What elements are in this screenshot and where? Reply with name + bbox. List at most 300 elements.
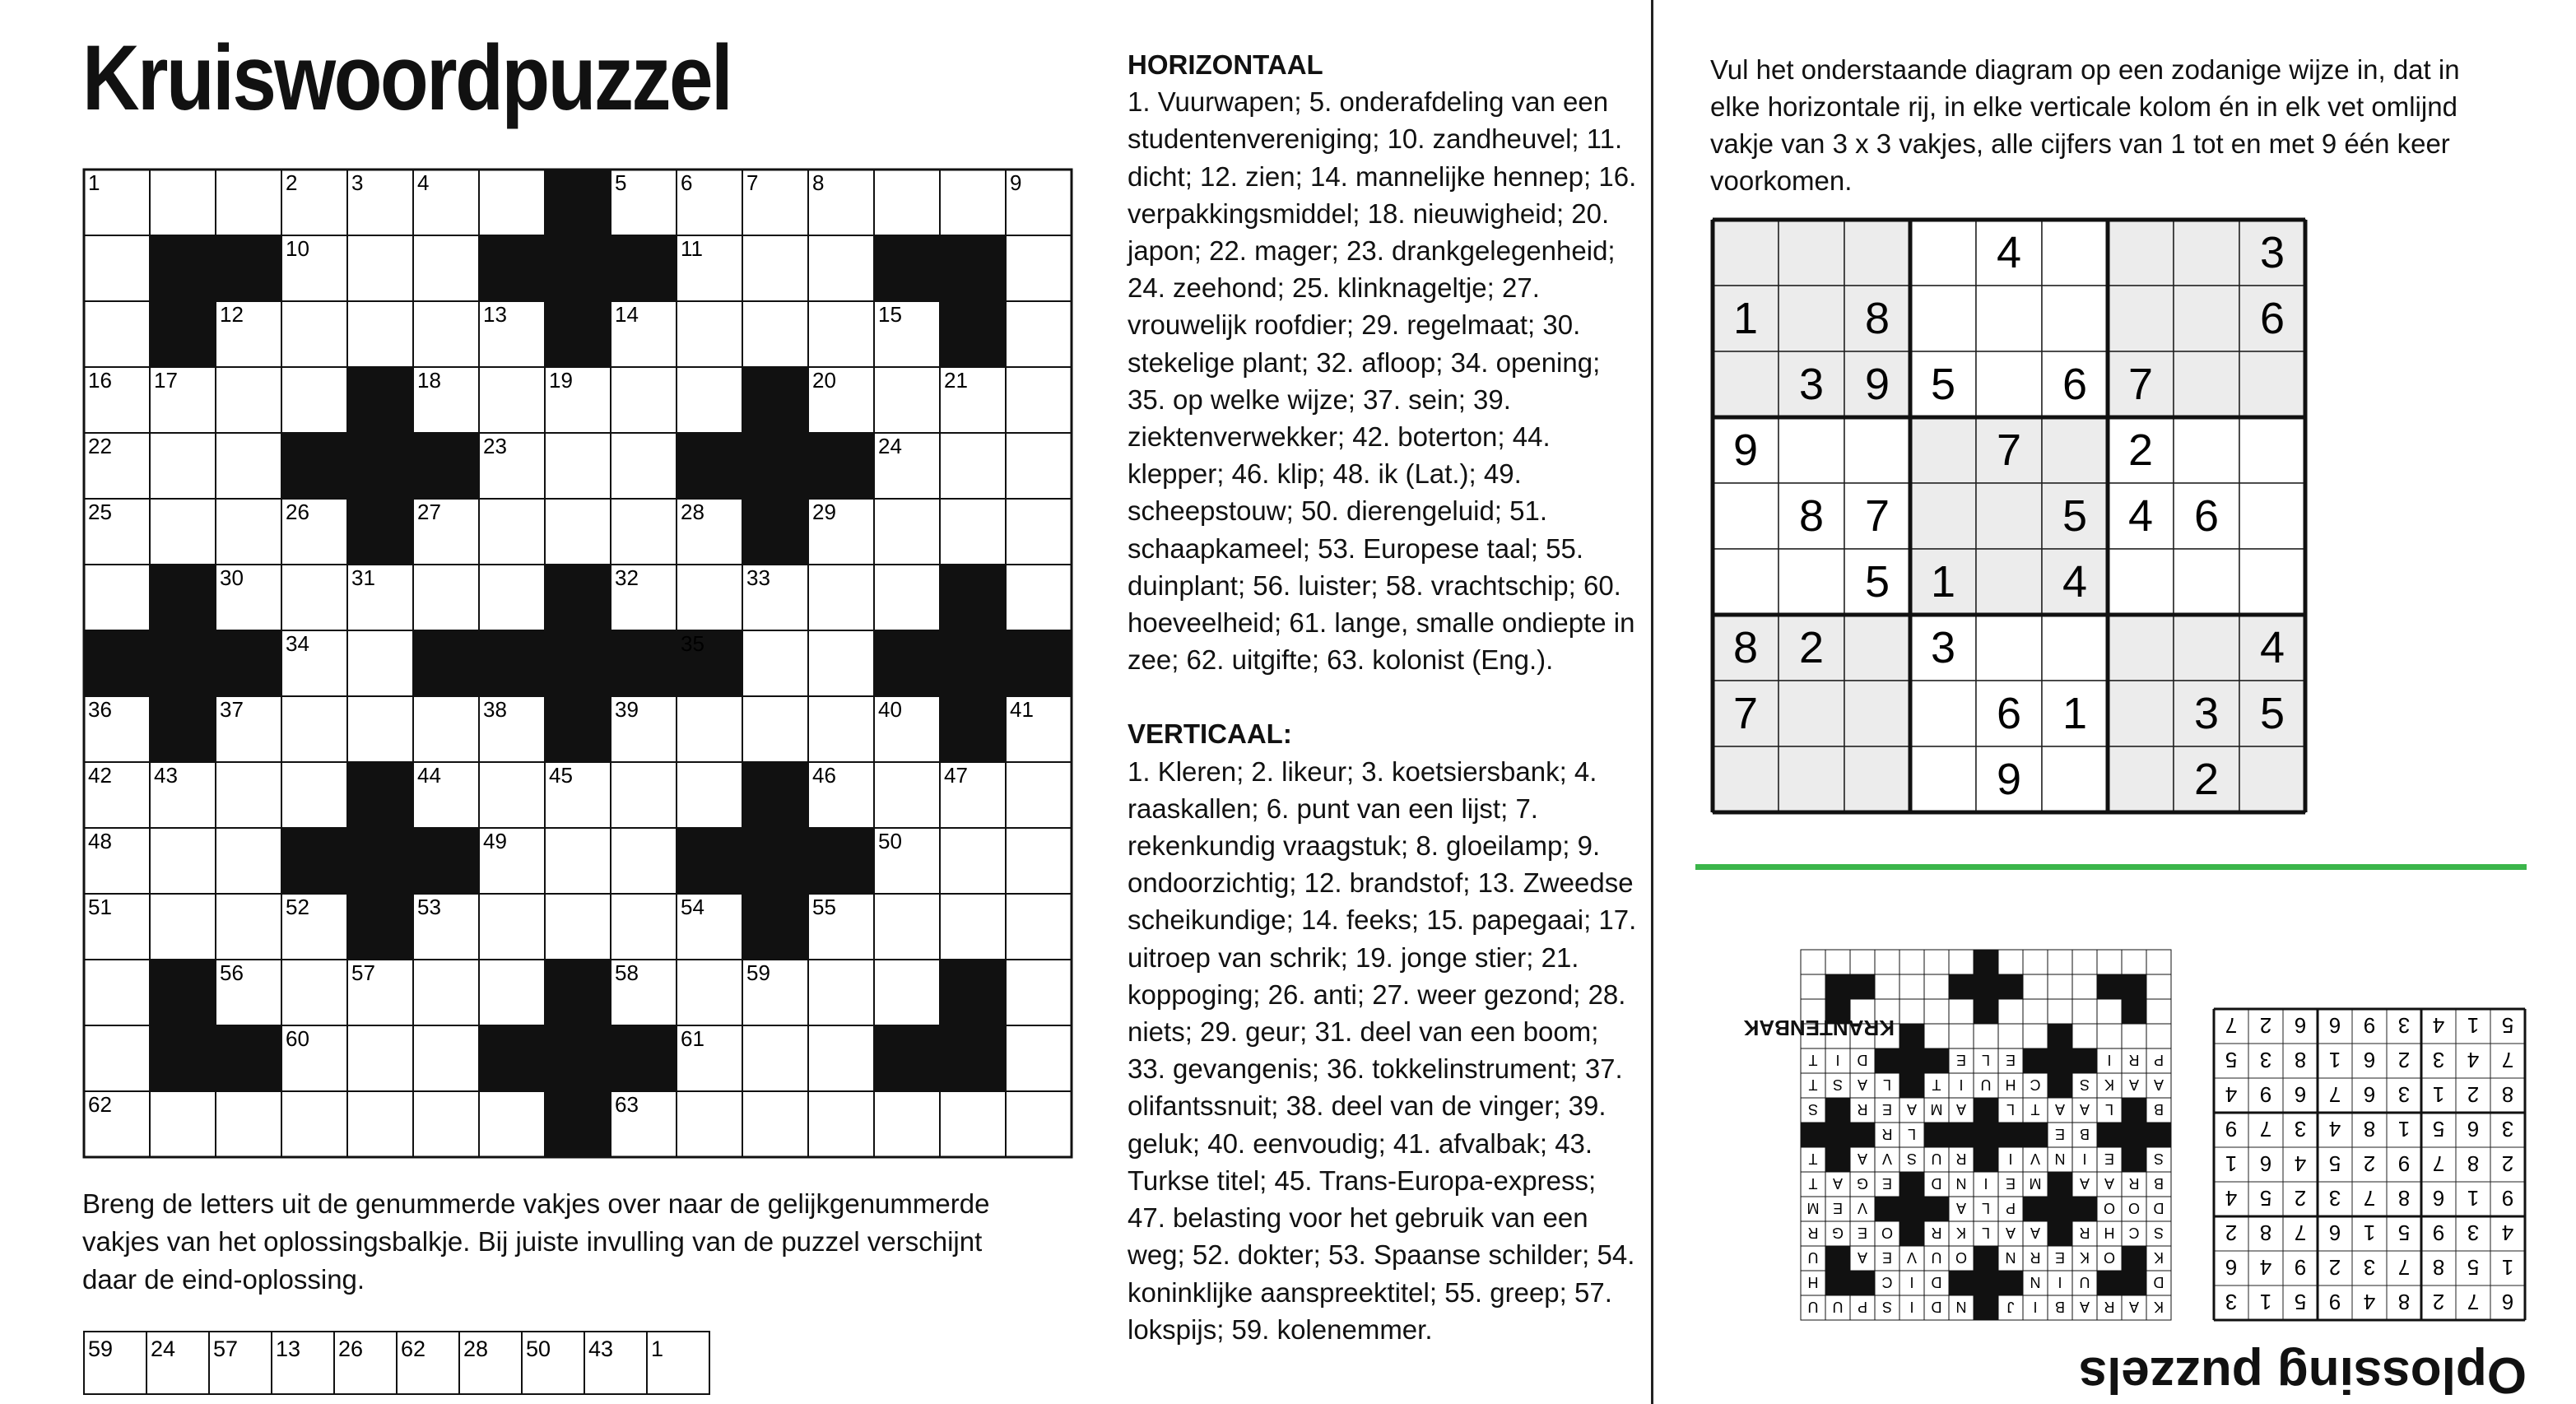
crossword-solution-block [1850, 1123, 1875, 1147]
crossword-cell[interactable] [677, 565, 742, 630]
sudoku-solution-digit: 7 [2467, 1290, 2480, 1314]
crossword-cell[interactable] [545, 828, 611, 894]
crossword-cell[interactable] [940, 1091, 1006, 1157]
crossword-solution-letter: P [2153, 1052, 2164, 1068]
crossword-cell[interactable] [479, 1091, 545, 1157]
crossword-cell[interactable] [611, 367, 677, 433]
crossword-solution-letter: U [1832, 1299, 1844, 1315]
crossword-block [216, 235, 281, 301]
sudoku-cell[interactable] [1910, 220, 1976, 286]
crossword-solution-block [1949, 1123, 1974, 1147]
crossword-block [347, 762, 413, 828]
sudoku-cell[interactable] [1844, 746, 1910, 812]
crossword-cell[interactable] [940, 828, 1006, 894]
sudoku-given-digit: 6 [2259, 294, 2285, 343]
crossword-cell[interactable] [281, 696, 347, 762]
crossword-solution-cell [1924, 1024, 1949, 1048]
crossword-cell[interactable] [1006, 433, 1072, 499]
solution-bar-number: 59 [88, 1337, 114, 1361]
crossword-solution-letter: A [1955, 1101, 1967, 1118]
crossword-solution-block [1825, 1098, 1850, 1123]
sudoku-given-digit: 8 [1732, 623, 1759, 672]
crossword-solution-block [2072, 1048, 2097, 1073]
crossword-cell[interactable] [479, 565, 545, 630]
sudoku-cell[interactable] [1779, 220, 1844, 286]
crossword-cell-number: 55 [812, 895, 836, 919]
sudoku-cell[interactable] [2239, 417, 2305, 483]
sudoku-solution-digit: 7 [2397, 1255, 2411, 1280]
crossword-solution-letter: A [1832, 1175, 1844, 1192]
crossword-solution-letter: A [2079, 1175, 2090, 1192]
crossword-block [150, 960, 216, 1025]
sudoku-solution-digit: 4 [2432, 1013, 2445, 1038]
sudoku-cell[interactable] [2239, 549, 2305, 615]
sudoku-solution-digit: 2 [2501, 1151, 2514, 1176]
crossword-cell[interactable] [413, 1091, 479, 1157]
crossword-cell[interactable] [677, 960, 742, 1025]
sudoku-cell[interactable] [1779, 549, 1844, 615]
sudoku-solution-digit: 7 [2363, 1186, 2376, 1211]
crossword-cell[interactable] [479, 367, 545, 433]
crossword-cell[interactable] [216, 894, 281, 960]
sudoku-cell[interactable] [1910, 483, 1976, 549]
sudoku-solution-digit: 1 [2328, 1048, 2341, 1072]
crossword-block [150, 565, 216, 630]
sudoku-cell[interactable] [1844, 681, 1910, 746]
crossword-solution-letter: P [1857, 1299, 1868, 1315]
crossword-cell-number: 9 [1010, 170, 1022, 195]
sudoku-cell[interactable] [1713, 351, 1779, 417]
crossword-cell[interactable] [347, 1025, 413, 1091]
crossword-solution-block [1850, 1271, 1875, 1295]
crossword-cell-number: 3 [351, 170, 364, 195]
crossword-cell[interactable] [216, 1091, 281, 1157]
crossword-block [479, 630, 545, 696]
crossword-cell[interactable] [150, 170, 216, 235]
crossword-solution-block [2023, 1197, 2048, 1221]
sudoku-solution-digit: 4 [2294, 1151, 2307, 1176]
crossword-cell[interactable] [347, 630, 413, 696]
crossword-cell-number: 44 [417, 763, 441, 788]
sudoku-solution-digit: 4 [2225, 1186, 2238, 1211]
crossword-cell[interactable] [413, 301, 479, 367]
crossword-cell[interactable] [808, 1025, 874, 1091]
crossword-cell[interactable] [479, 762, 545, 828]
crossword-cell[interactable] [611, 433, 677, 499]
crossword-block [808, 433, 874, 499]
horizontal-heading: HORIZONTAAL [1128, 49, 1323, 80]
crossword-cell[interactable] [1006, 1091, 1072, 1157]
crossword-cell[interactable] [940, 433, 1006, 499]
crossword-solution-letter: U [1807, 1299, 1819, 1315]
crossword-cell-number: 37 [220, 697, 244, 722]
crossword-cell[interactable] [281, 367, 347, 433]
crossword-solution-block [1825, 1147, 1850, 1172]
crossword-solution-block [1825, 1123, 1850, 1147]
crossword-cell-number: 39 [615, 697, 639, 722]
crossword-cell[interactable] [874, 499, 940, 565]
crossword-solution-cell [2072, 950, 2097, 974]
crossword-cell[interactable] [874, 762, 940, 828]
crossword-cell[interactable] [742, 235, 808, 301]
crossword-solution-cell [2122, 1024, 2146, 1048]
sudoku-cell[interactable] [2239, 746, 2305, 812]
crossword-cell[interactable] [413, 565, 479, 630]
crossword-cell[interactable] [281, 960, 347, 1025]
crossword-cell[interactable] [347, 696, 413, 762]
crossword-cell[interactable] [1006, 828, 1072, 894]
sudoku-cell[interactable] [2042, 746, 2108, 812]
crossword-cell[interactable] [808, 235, 874, 301]
sudoku-cell[interactable] [1910, 681, 1976, 746]
crossword-cell[interactable] [874, 565, 940, 630]
sudoku-solution-grid [2197, 993, 2527, 1322]
sudoku-cell[interactable] [2108, 681, 2174, 746]
crossword-solution-letter: A [2054, 1101, 2066, 1118]
crossword-solution-block [1924, 1123, 1949, 1147]
crossword-solution-letter: O [2103, 1200, 2116, 1216]
crossword-cell[interactable] [742, 301, 808, 367]
crossword-solution-letter: U [2079, 1274, 2090, 1290]
crossword-cell[interactable] [677, 1091, 742, 1157]
crossword-block [742, 499, 808, 565]
crossword-cell[interactable] [808, 960, 874, 1025]
sudoku-solution-digit: 4 [2467, 1048, 2480, 1072]
crossword-cell[interactable] [1006, 499, 1072, 565]
crossword-cell-number: 48 [88, 829, 112, 853]
crossword-cell[interactable] [808, 630, 874, 696]
crossword-cell[interactable] [808, 301, 874, 367]
sudoku-cell[interactable] [2174, 615, 2239, 681]
sudoku-cell[interactable] [2108, 286, 2174, 351]
crossword-grid[interactable] [82, 168, 1073, 1159]
sudoku-solution-digit: 7 [2328, 1082, 2341, 1107]
crossword-solution-letter: E [2054, 1126, 2066, 1142]
crossword-solution-block [1974, 1123, 1998, 1147]
sudoku-solution-digit: 9 [2294, 1255, 2307, 1280]
crossword-solution-letter: E [1955, 1052, 1967, 1068]
crossword-cell[interactable] [281, 565, 347, 630]
crossword-cell-number: 36 [88, 697, 112, 722]
crossword-solution-cell [2146, 974, 2171, 999]
sudoku-solution-digit: 6 [2225, 1255, 2238, 1280]
crossword-cell[interactable] [940, 499, 1006, 565]
sudoku-solution-digit: 5 [2294, 1290, 2307, 1314]
crossword-cell[interactable] [281, 762, 347, 828]
crossword-solution-letter: A [2128, 1299, 2140, 1315]
crossword-solution-letter: E [1881, 1175, 1893, 1192]
sudoku-solution-digit: 4 [2259, 1255, 2272, 1280]
crossword-block [545, 301, 611, 367]
sudoku-cell[interactable] [1910, 286, 1976, 351]
crossword-cell[interactable] [347, 1091, 413, 1157]
sudoku-solution-digit: 1 [2432, 1082, 2445, 1107]
crossword-cell[interactable] [347, 301, 413, 367]
crossword-cell[interactable] [940, 170, 1006, 235]
sudoku-cell[interactable] [2042, 220, 2108, 286]
sudoku-solution-digit: 3 [2432, 1048, 2445, 1072]
sudoku-solution-digit: 2 [2225, 1220, 2238, 1245]
crossword-cell[interactable] [84, 1025, 150, 1091]
crossword-cell[interactable] [545, 499, 611, 565]
crossword-cell-number: 25 [88, 500, 112, 524]
crossword-cell[interactable] [742, 1091, 808, 1157]
crossword-cell[interactable] [84, 565, 150, 630]
crossword-cell[interactable] [545, 894, 611, 960]
crossword-cell[interactable] [742, 630, 808, 696]
sudoku-cell[interactable] [2174, 286, 2239, 351]
crossword-solution-letter: I [1959, 1076, 1964, 1093]
crossword-solution-letter: L [1882, 1076, 1892, 1093]
crossword-cell[interactable] [808, 565, 874, 630]
sudoku-cell[interactable] [2239, 483, 2305, 549]
crossword-cell[interactable] [479, 960, 545, 1025]
crossword-cell[interactable] [150, 1091, 216, 1157]
crossword-solution-letter: I [2107, 1052, 2112, 1068]
crossword-cell[interactable] [677, 696, 742, 762]
crossword-cell-number: 62 [88, 1092, 112, 1117]
sudoku-cell[interactable] [1844, 417, 1910, 483]
crossword-cell[interactable] [216, 499, 281, 565]
sudoku-solution-digit: 6 [2294, 1082, 2307, 1107]
crossword-solution-letter: E [1832, 1200, 1844, 1216]
sudoku-cell[interactable] [1844, 615, 1910, 681]
crossword-solution-letter: T [1808, 1175, 1818, 1192]
crossword-cell[interactable] [216, 762, 281, 828]
sudoku-cell[interactable] [1976, 615, 2042, 681]
crossword-solution-cell [1998, 999, 2023, 1024]
crossword-cell-number: 20 [812, 368, 836, 393]
crossword-cell[interactable] [413, 696, 479, 762]
crossword-block [742, 894, 808, 960]
sudoku-cell[interactable] [2174, 220, 2239, 286]
crossword-cell[interactable] [808, 696, 874, 762]
crossword-solution-cell [2023, 999, 2048, 1024]
sudoku-cell[interactable] [1844, 220, 1910, 286]
sudoku-given-digit: 7 [1864, 491, 1890, 541]
sudoku-cell[interactable] [1779, 286, 1844, 351]
sudoku-cell[interactable] [1713, 220, 1779, 286]
sudoku-cell[interactable] [1976, 286, 2042, 351]
crossword-cell[interactable] [84, 301, 150, 367]
crossword-cell-number: 13 [483, 302, 507, 327]
crossword-solution-block [1875, 1197, 1899, 1221]
crossword-solution-letter: O [1955, 1249, 1968, 1266]
crossword-solution-block [1825, 974, 1850, 999]
crossword-solution-letter: B [2079, 1126, 2090, 1142]
sudoku-cell[interactable] [2108, 549, 2174, 615]
crossword-cell[interactable] [479, 170, 545, 235]
crossword-cell[interactable] [611, 894, 677, 960]
crossword-cell[interactable] [1006, 367, 1072, 433]
crossword-solution-block [2023, 1048, 2048, 1073]
sudoku-solution-digit: 9 [2259, 1082, 2272, 1107]
crossword-cell-number: 58 [615, 960, 639, 985]
sudoku-cell[interactable] [1713, 483, 1779, 549]
crossword-cell[interactable] [874, 1091, 940, 1157]
crossword-cell[interactable] [808, 1091, 874, 1157]
crossword-cell-number: 35 [681, 631, 704, 656]
crossword-cell[interactable] [677, 301, 742, 367]
crossword-solution-block [1875, 1048, 1899, 1073]
crossword-cell[interactable] [874, 894, 940, 960]
crossword-cell[interactable] [479, 894, 545, 960]
crossword-cell[interactable] [874, 960, 940, 1025]
crossword-solution-letter: E [2005, 1175, 2016, 1192]
solution-bar-number: 24 [151, 1337, 176, 1361]
crossword-block [874, 235, 940, 301]
crossword-cell[interactable] [940, 894, 1006, 960]
crossword-cell[interactable] [479, 499, 545, 565]
crossword-block [479, 1025, 545, 1091]
sudoku-cell[interactable] [1779, 417, 1844, 483]
crossword-cell[interactable] [677, 762, 742, 828]
crossword-cell[interactable] [1006, 565, 1072, 630]
sudoku-cell[interactable] [2174, 351, 2239, 417]
crossword-solution-letter: R [1807, 1225, 1819, 1241]
crossword-cell[interactable] [150, 499, 216, 565]
crossword-cell[interactable] [742, 696, 808, 762]
crossword-cell[interactable] [611, 499, 677, 565]
crossword-cell-number: 38 [483, 697, 507, 722]
crossword-solution-cell [2023, 974, 2048, 999]
crossword-solution-letter: K [2153, 1249, 2164, 1266]
crossword-cell[interactable] [150, 828, 216, 894]
crossword-instruction: Breng de letters uit de genummerde vakjes over naar de gelijkgenummerde vakjes van het oplossingsbalkje. Bij juiste invulling van de puzzel verschijnt daar de eind-oplossing. [82, 1188, 990, 1295]
crossword-solution-cell [1850, 950, 1875, 974]
sudoku-cell[interactable] [2042, 417, 2108, 483]
sudoku-cell[interactable] [1976, 483, 2042, 549]
crossword-cell[interactable] [1006, 894, 1072, 960]
crossword-cell[interactable] [216, 367, 281, 433]
crossword-cell[interactable] [347, 235, 413, 301]
sudoku-cell[interactable] [1976, 351, 2042, 417]
crossword-solution-letter: E [2104, 1151, 2115, 1167]
crossword-solution-letter: B [2153, 1175, 2164, 1192]
crossword-solution-block [1899, 1073, 1924, 1098]
crossword-block [413, 828, 479, 894]
crossword-block [940, 1025, 1006, 1091]
crossword-cell-number: 8 [812, 170, 825, 195]
crossword-solution-cell [1899, 999, 1924, 1024]
crossword-cell-number: 45 [549, 763, 573, 788]
crossword-cell[interactable] [1006, 1025, 1072, 1091]
crossword-solution-block [2048, 1221, 2072, 1246]
sudoku-solution-digit: 4 [2328, 1117, 2341, 1141]
crossword-cell[interactable] [1006, 235, 1072, 301]
sudoku-solution-digit: 8 [2363, 1117, 2376, 1141]
crossword-cell-number: 52 [286, 895, 309, 919]
sudoku-cell[interactable] [2174, 417, 2239, 483]
crossword-cell-number: 63 [615, 1092, 639, 1117]
crossword-cell[interactable] [611, 762, 677, 828]
crossword-solution-letter: A [2079, 1101, 2090, 1118]
crossword-solution-block [1974, 1147, 1998, 1172]
crossword-cell[interactable] [216, 828, 281, 894]
crossword-cell[interactable] [150, 433, 216, 499]
sudoku-cell[interactable] [2174, 549, 2239, 615]
crossword-cell[interactable] [611, 828, 677, 894]
sudoku-solution-digit: 2 [2259, 1013, 2272, 1038]
crossword-cell[interactable] [874, 170, 940, 235]
sudoku-solution-digit: 6 [2328, 1220, 2341, 1245]
crossword-cell[interactable] [545, 433, 611, 499]
sudoku-solution-digit: 6 [2328, 1013, 2341, 1038]
crossword-cell[interactable] [1006, 960, 1072, 1025]
crossword-solution-letter: R [1931, 1225, 1942, 1241]
crossword-block [742, 367, 808, 433]
sudoku-cell[interactable] [1713, 549, 1779, 615]
crossword-cell-number: 46 [812, 763, 836, 788]
sudoku-cell[interactable] [2108, 615, 2174, 681]
crossword-cell[interactable] [413, 960, 479, 1025]
crossword-solution-cell [2072, 974, 2097, 999]
vertical-clues: 1. Kleren; 2. likeur; 3. koetsiersbank; 4. raaskallen; 6. punt van een lijst; 7. rekenkundig vraagstuk; 8. gloeilamp; 9. ondoorzichtig; 12. brandstof; 13. Zweedse scheikundige; 14. feeks; 15. papegaai; 17. uitroep van schrik; 19. jonge stier; 21. koppoging; 26. anti; 27. weer gezond; 28. niets; 29. geur; 31. deel van een boom; 33. gevangenis; 36. tokkelinstrument; 37. olifantssnuit; 38. deel van de vinger; 39. geluk; 40. eenvoudig; 41. afvalbak; 43. Turkse titel; 45. Trans-Europa-express; 47. belasting voor het gebruik van een weg; 52. dokter; 53. Spaanse schilder; 54. koninklijke aanspreektitel; 55. greep; 57. lokspijs; 59. kolenemmer. [1128, 755, 1637, 1345]
sudoku-grid[interactable] [1710, 217, 2311, 818]
crossword-cell[interactable] [84, 960, 150, 1025]
sudoku-solution-digit: 8 [2259, 1220, 2272, 1245]
sudoku-cell[interactable] [1779, 681, 1844, 746]
crossword-solution-letter: A [2079, 1299, 2090, 1315]
crossword-cell[interactable] [874, 367, 940, 433]
sudoku-given-digit: 7 [1732, 689, 1759, 738]
crossword-cell[interactable] [742, 1025, 808, 1091]
crossword-solution-cell [2048, 999, 2072, 1024]
sudoku-solution-digit: 8 [2294, 1048, 2307, 1072]
crossword-cell-number: 1 [88, 170, 100, 195]
sudoku-cell[interactable] [2108, 220, 2174, 286]
sudoku-cell[interactable] [1976, 549, 2042, 615]
crossword-cell[interactable] [413, 1025, 479, 1091]
sudoku-cell[interactable] [2239, 351, 2305, 417]
sudoku-cell[interactable] [2042, 286, 2108, 351]
sudoku-solution-digit: 8 [2397, 1290, 2411, 1314]
crossword-cell[interactable] [281, 1091, 347, 1157]
crossword-cell[interactable] [1006, 301, 1072, 367]
solution-bar-number: 50 [526, 1337, 551, 1361]
sudoku-cell[interactable] [1910, 746, 1976, 812]
sudoku-given-digit: 6 [1996, 689, 2022, 738]
crossword-cell[interactable] [677, 367, 742, 433]
crossword-cell[interactable] [84, 235, 150, 301]
crossword-cell[interactable] [216, 170, 281, 235]
crossword-block [150, 630, 216, 696]
sudoku-cell[interactable] [1713, 746, 1779, 812]
sudoku-cell[interactable] [2108, 746, 2174, 812]
crossword-cell[interactable] [1006, 762, 1072, 828]
crossword-cell[interactable] [150, 894, 216, 960]
crossword-solution-letter: J [2006, 1299, 2015, 1315]
solution-bar[interactable] [82, 1330, 716, 1396]
crossword-solution-letter: H [2005, 1076, 2016, 1093]
crossword-block [281, 828, 347, 894]
crossword-solution-letter: G [1856, 1175, 1869, 1192]
sudoku-solution-digit: 6 [2432, 1186, 2445, 1211]
sudoku-cell[interactable] [1910, 417, 1976, 483]
sudoku-cell[interactable] [2042, 615, 2108, 681]
sudoku-solution-digit: 1 [2501, 1255, 2514, 1280]
sudoku-solution-digit: 7 [2225, 1013, 2238, 1038]
solution-bar-number: 43 [588, 1337, 614, 1361]
crossword-solution-block [2097, 1271, 2122, 1295]
sudoku-solution-digit: 6 [2467, 1117, 2480, 1141]
crossword-cell[interactable] [413, 235, 479, 301]
crossword-block [874, 1025, 940, 1091]
crossword-cell[interactable] [281, 301, 347, 367]
crossword-cell[interactable] [216, 433, 281, 499]
sudoku-cell[interactable] [1779, 746, 1844, 812]
sudoku-given-digit: 2 [2193, 755, 2220, 804]
